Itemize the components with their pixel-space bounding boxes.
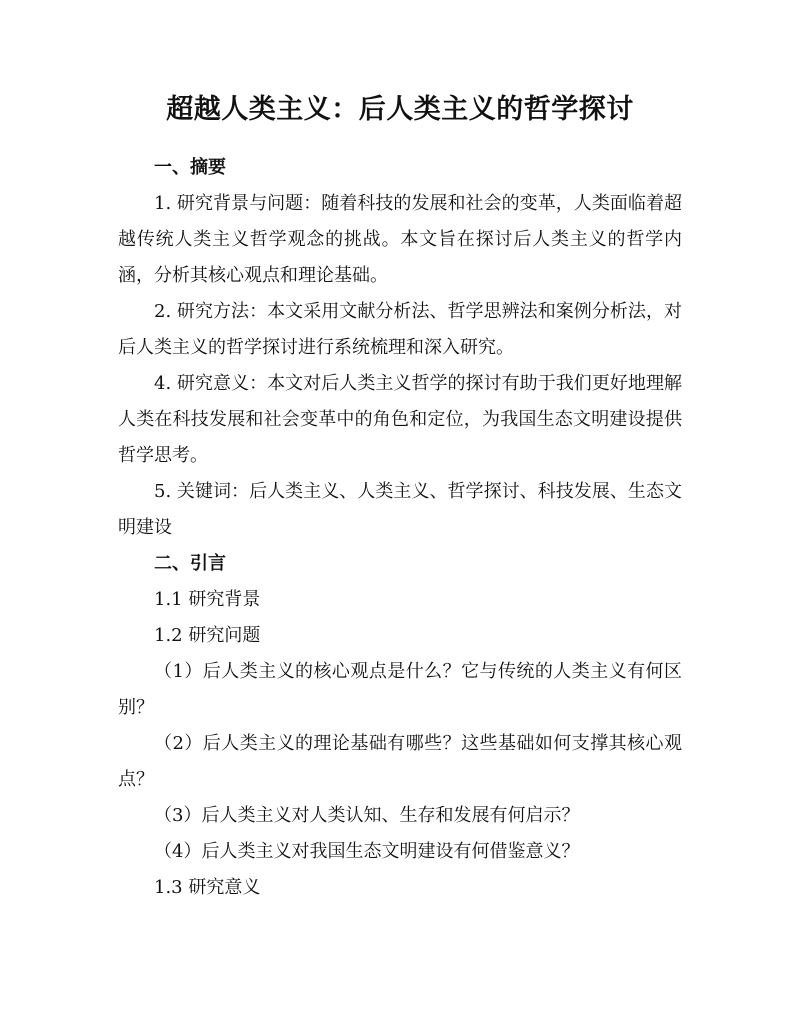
research-question-4: （4）后人类主义对我国生态文明建设有何借鉴意义？ xyxy=(154,841,580,862)
abstract-paragraph-background: 1. 研究背景与问题：随着科技的发展和社会的变革，人类面临着超越传统人类主义哲学观念的挑战。本文旨在探讨后人类主义的哲学内涵，分析其核心观点和理论基础。 xyxy=(118,193,682,286)
research-question-2: （2）后人类主义的理论基础有哪些？这些基础如何支撑其核心观点？ xyxy=(118,733,682,790)
research-question-3: （3）后人类主义对人类认知、生存和发展有何启示？ xyxy=(154,805,580,826)
subheading-research-significance: 1.3 研究意义 xyxy=(154,877,261,898)
research-question-1: （1）后人类主义的核心观点是什么？它与传统的人类主义有何区别？ xyxy=(118,661,682,718)
abstract-paragraph-keywords: 5. 关键词：后人类主义、人类主义、哲学探讨、科技发展、生态文明建设 xyxy=(118,481,682,538)
abstract-paragraph-significance: 4. 研究意义：本文对后人类主义哲学的探讨有助于我们更好地理解人类在科技发展和社会变革中的角色和定位，为我国生态文明建设提供哲学思考。 xyxy=(118,373,682,466)
subheading-research-questions: 1.2 研究问题 xyxy=(154,625,261,646)
document-body xyxy=(118,88,682,906)
section-heading-abstract: 一、摘要 xyxy=(154,157,226,178)
document-title: 超越人类主义：后人类主义的哲学探讨 xyxy=(166,94,634,125)
subheading-research-background: 1.1 研究背景 xyxy=(154,589,261,610)
abstract-paragraph-method: 2. 研究方法：本文采用文献分析法、哲学思辨法和案例分析法，对后人类主义的哲学探讨进行系统梳理和深入研究。 xyxy=(118,301,682,358)
section-heading-introduction: 二、引言 xyxy=(154,553,226,574)
